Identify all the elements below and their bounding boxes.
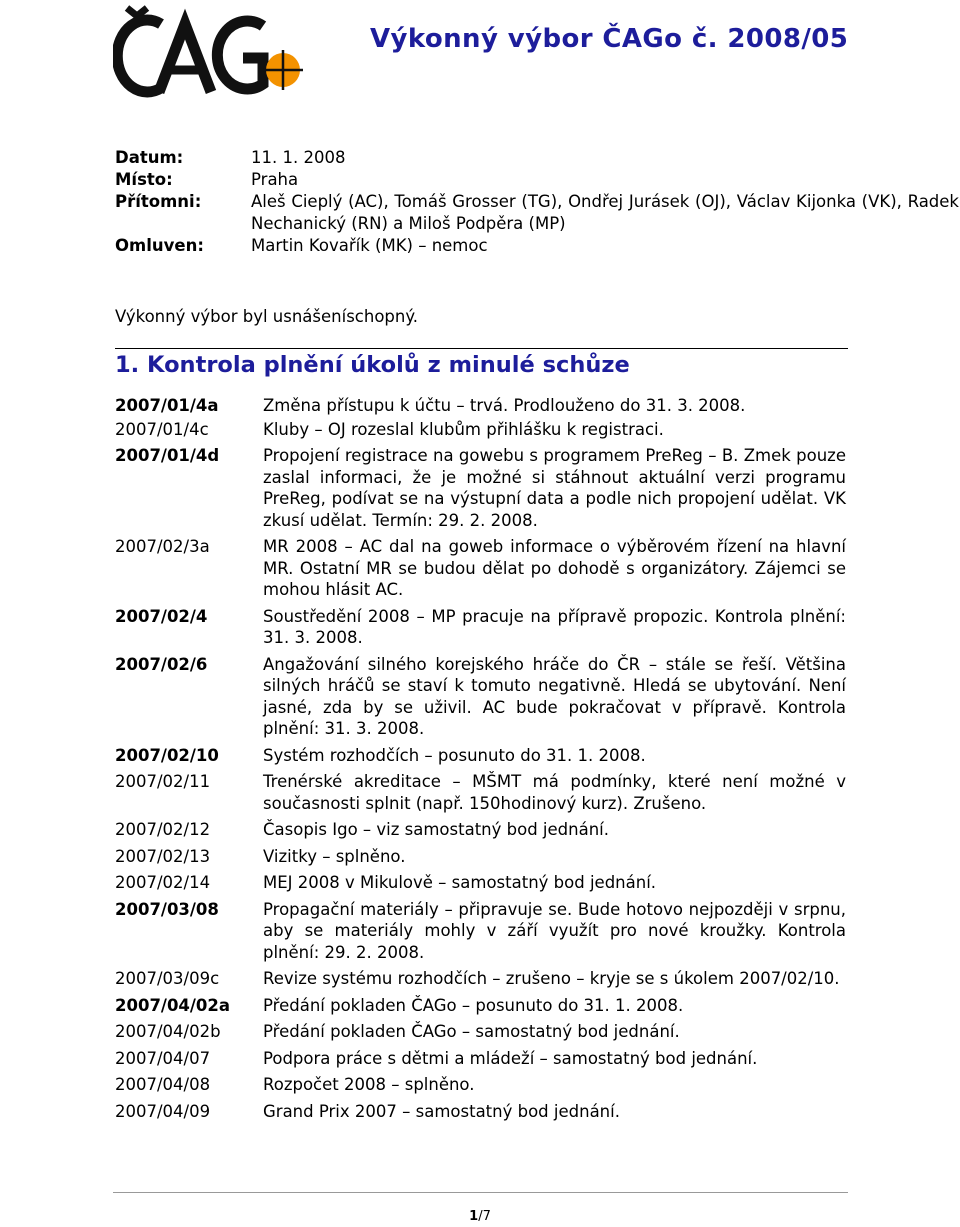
task-item	[115, 771, 846, 814]
task-text: Vizitky – splněno.	[263, 846, 406, 866]
task-item	[115, 445, 846, 531]
place-label: Místo:	[115, 170, 173, 189]
task-text: Propagační materiály – připravuje se. Bude hotovo nejpozději v srpnu, aby se materiály mohly v září využít pro nové kroužky. Kontrola plnění: 29. 2. 2008.	[263, 899, 846, 962]
section-number: 1.	[115, 352, 140, 378]
task-item	[115, 1048, 846, 1070]
task-id: 2007/02/4	[115, 606, 208, 626]
task-text: Rozpočet 2008 – splněno.	[263, 1075, 475, 1094]
task-item	[115, 968, 846, 990]
excused-value: Martin Kovařík (MK) – nemoc	[251, 236, 488, 255]
task-text: Předání pokladen ČAGo – posunuto do 31. 1. 2008.	[263, 995, 684, 1015]
section-heading	[115, 352, 630, 378]
task-id: 2007/02/14	[115, 873, 211, 892]
task-id: 2007/02/12	[115, 820, 211, 839]
task-id: 2007/03/08	[115, 899, 219, 919]
task-item	[115, 1101, 846, 1123]
task-item	[115, 745, 846, 767]
task-item	[115, 995, 846, 1017]
page-total: /7	[478, 1209, 491, 1224]
task-text: MEJ 2008 v Mikulově – samostatný bod jednání.	[263, 873, 657, 892]
task-id: 2007/02/3a	[115, 537, 210, 556]
meeting-details	[115, 147, 959, 257]
meta-row-place	[115, 169, 959, 191]
task-text: Podpora práce s dětmi a mládeží – samostatný bod jednání.	[263, 1048, 758, 1068]
present-label: Přítomni:	[115, 192, 202, 211]
task-text: Grand Prix 2007 – samostatný bod jednání.	[263, 1101, 620, 1121]
page-current: 1	[469, 1209, 479, 1224]
present-value: Aleš Cieplý (AC), Tomáš Grosser (TG), Ondřej Jurásek (OJ), Václav Kijonka (VK), Radek Nechanický (RN) a Miloš Podpěra (MP)	[251, 192, 959, 233]
task-id: 2007/02/13	[115, 846, 211, 866]
task-item	[115, 654, 846, 740]
meta-row-date	[115, 147, 959, 169]
section-divider	[115, 348, 848, 349]
page-number	[0, 1209, 960, 1224]
section-title: Kontrola plnění úkolů z minulé schůze	[147, 352, 630, 378]
date-value: 11. 1. 2008	[251, 148, 346, 167]
document-title: Výkonný výbor ČAGo č. 2008/05	[370, 24, 849, 54]
task-text: Soustředění 2008 – MP pracuje na přípravě propozic. Kontrola plnění: 31. 3. 2008.	[263, 606, 846, 647]
task-id: 2007/03/09c	[115, 969, 220, 988]
task-text: Systém rozhodčích – posunuto do 31. 1. 2008.	[263, 745, 646, 765]
quorum-statement: Výkonný výbor byl usnášeníschopný.	[115, 307, 419, 326]
task-id: 2007/04/09	[115, 1101, 211, 1121]
task-text: Angažování silného korejského hráče do ČR – stále se řeší. Většina silných hráčů se staví k tomuto negativně. Hledá se ubytování. Není jasné, zda by se uživil. AC bude pokračovat v přípravě. Kontrola plnění: 31. 3. 2008.	[263, 654, 846, 738]
task-text: Trenérské akreditace – MŠMT má podmínky, které není možné v současnosti splnit (např. 150hodinový kurz). Zrušeno.	[263, 772, 846, 813]
task-item	[115, 1074, 846, 1096]
task-id: 2007/04/02a	[115, 995, 231, 1015]
task-text: MR 2008 – AC dal na goweb informace o výběrovém řízení na hlavní MR. Ostatní MR se budou dělat po dohodě s organizátory. Zájemci se mohou hlásit AC.	[263, 537, 846, 599]
task-item	[115, 419, 846, 441]
task-id: 2007/01/4c	[115, 419, 209, 439]
task-id: 2007/02/10	[115, 745, 219, 765]
meta-row-present	[115, 191, 959, 235]
task-item	[115, 395, 846, 417]
task-item	[115, 899, 846, 964]
task-list	[115, 395, 846, 1122]
task-item	[115, 846, 846, 868]
task-text: Časopis Igo – viz samostatný bod jednání.	[263, 820, 609, 839]
date-label: Datum:	[115, 148, 184, 167]
task-id: 2007/01/4a	[115, 396, 219, 415]
task-id: 2007/04/02b	[115, 1022, 221, 1041]
task-text: Propojení registrace na gowebu s programem PreReg – B. Zmek pouze zaslal informaci, že je možné si stáhnout aktuální verzi programu PreReg, podívat se na výstupní data a podle nich propojení udělat. VK zkusí udělat. Termín: 29. 2. 2008.	[263, 446, 846, 530]
task-text: Kluby – OJ rozeslal klubům přihlášku k registraci.	[263, 419, 664, 439]
task-item	[115, 819, 846, 841]
task-text: Předání pokladen ČAGo – samostatný bod jednání.	[263, 1022, 680, 1041]
meta-row-excused	[115, 235, 959, 257]
task-item	[115, 606, 846, 649]
footer-divider	[113, 1192, 848, 1193]
task-id: 2007/04/08	[115, 1075, 211, 1094]
task-id: 2007/02/6	[115, 654, 208, 674]
task-id: 2007/02/11	[115, 772, 211, 791]
task-item	[115, 536, 846, 601]
task-id: 2007/04/07	[115, 1048, 211, 1068]
task-id: 2007/01/4d	[115, 446, 220, 465]
excused-label: Omluven:	[115, 236, 204, 255]
task-text: Změna přístupu k účtu – trvá. Prodlouženo do 31. 3. 2008.	[263, 396, 746, 415]
task-text: Revize systému rozhodčích – zrušeno – kryje se s úkolem 2007/02/10.	[263, 969, 840, 988]
task-item	[115, 872, 846, 894]
place-value: Praha	[251, 170, 299, 189]
cago-logo	[113, 2, 303, 98]
task-item	[115, 1021, 846, 1043]
